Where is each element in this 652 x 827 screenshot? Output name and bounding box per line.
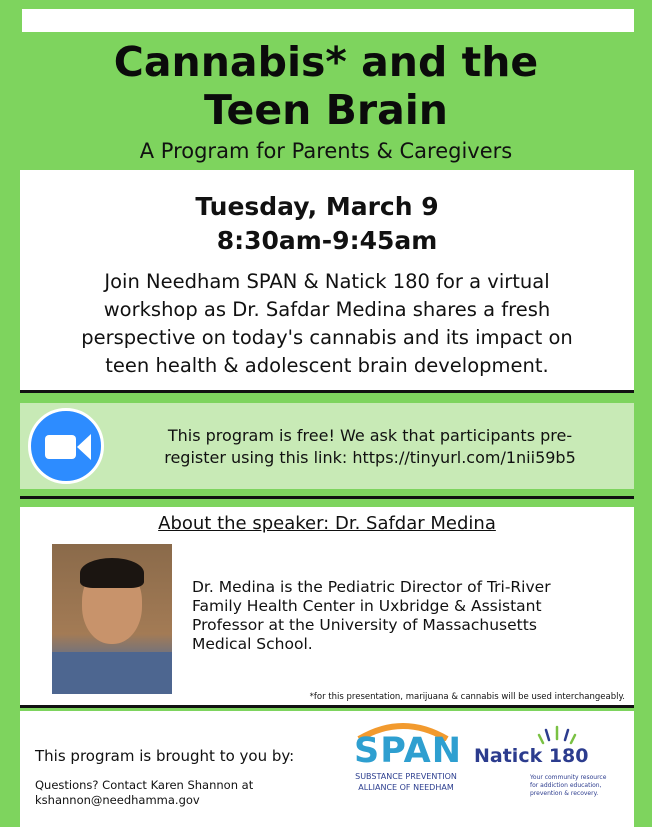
bio-line: Medical School. bbox=[192, 635, 313, 653]
title-line-1: Cannabis* and the bbox=[113, 38, 539, 86]
sponsor-footer bbox=[20, 711, 634, 827]
natick-logo-subtitle bbox=[530, 774, 622, 798]
bio-line: Family Health Center in Uxbridge & Assistant bbox=[192, 597, 542, 615]
contact-line: Questions? Contact Karen Shannon at bbox=[35, 778, 254, 792]
registration-link-line[interactable]: register using this link: https://tinyurl.com/1nii59b5 bbox=[164, 448, 576, 467]
divider bbox=[20, 496, 634, 499]
natick-sub-line: Your community resource bbox=[530, 774, 607, 781]
natick-logo-word: Natick 180 bbox=[474, 745, 589, 767]
registration-band bbox=[20, 403, 634, 489]
about-speaker-heading: About the speaker: Dr. Safdar Medina bbox=[158, 513, 496, 534]
natick-sub-line: for addiction education, bbox=[530, 782, 602, 789]
event-time: 8:30am-9:45am bbox=[216, 226, 438, 255]
top-strip bbox=[22, 9, 634, 32]
page-title bbox=[0, 38, 652, 134]
contact-email[interactable]: kshannon@needhamma.gov bbox=[35, 793, 200, 807]
registration-text bbox=[110, 425, 630, 469]
zoom-camera-icon bbox=[28, 408, 104, 484]
speaker-photo bbox=[52, 544, 172, 694]
intro-line: Join Needham SPAN & Natick 180 for a virtual bbox=[104, 270, 550, 293]
subtitle: A Program for Parents & Caregivers bbox=[139, 139, 513, 163]
intro-line: teen health & adolescent brain development. bbox=[105, 354, 549, 377]
contact-text bbox=[35, 778, 253, 808]
brought-by-text: This program is brought to you by: bbox=[35, 747, 295, 765]
event-details-panel bbox=[20, 170, 634, 392]
speaker-panel bbox=[20, 507, 634, 705]
intro-line: perspective on today's cannabis and its impact on bbox=[81, 326, 573, 349]
intro-line: workshop as Dr. Safdar Medina shares a fresh bbox=[103, 298, 551, 321]
divider bbox=[20, 390, 634, 393]
bio-line: Dr. Medina is the Pediatric Director of Tri-River bbox=[192, 578, 551, 596]
footnote: *for this presentation, marijuana & cannabis will be used interchangeably. bbox=[309, 692, 625, 702]
event-date: Tuesday, March 9 bbox=[195, 192, 439, 221]
title-line-2: Teen Brain bbox=[204, 86, 448, 134]
registration-line: This program is free! We ask that participants pre- bbox=[167, 426, 573, 445]
span-logo-word: SPAN bbox=[354, 731, 463, 771]
span-sub-line: ALLIANCE OF NEEDHAM bbox=[358, 783, 454, 792]
span-logo-subtitle bbox=[354, 771, 458, 793]
speaker-bio bbox=[192, 578, 622, 654]
natick-sub-line: prevention & recovery. bbox=[530, 790, 599, 797]
bio-line: Professor at the University of Massachusetts bbox=[192, 616, 537, 634]
intro-text bbox=[30, 268, 624, 380]
divider bbox=[20, 705, 634, 708]
natick-logo-rays bbox=[537, 723, 577, 745]
span-sub-line: SUBSTANCE PREVENTION bbox=[355, 772, 457, 781]
